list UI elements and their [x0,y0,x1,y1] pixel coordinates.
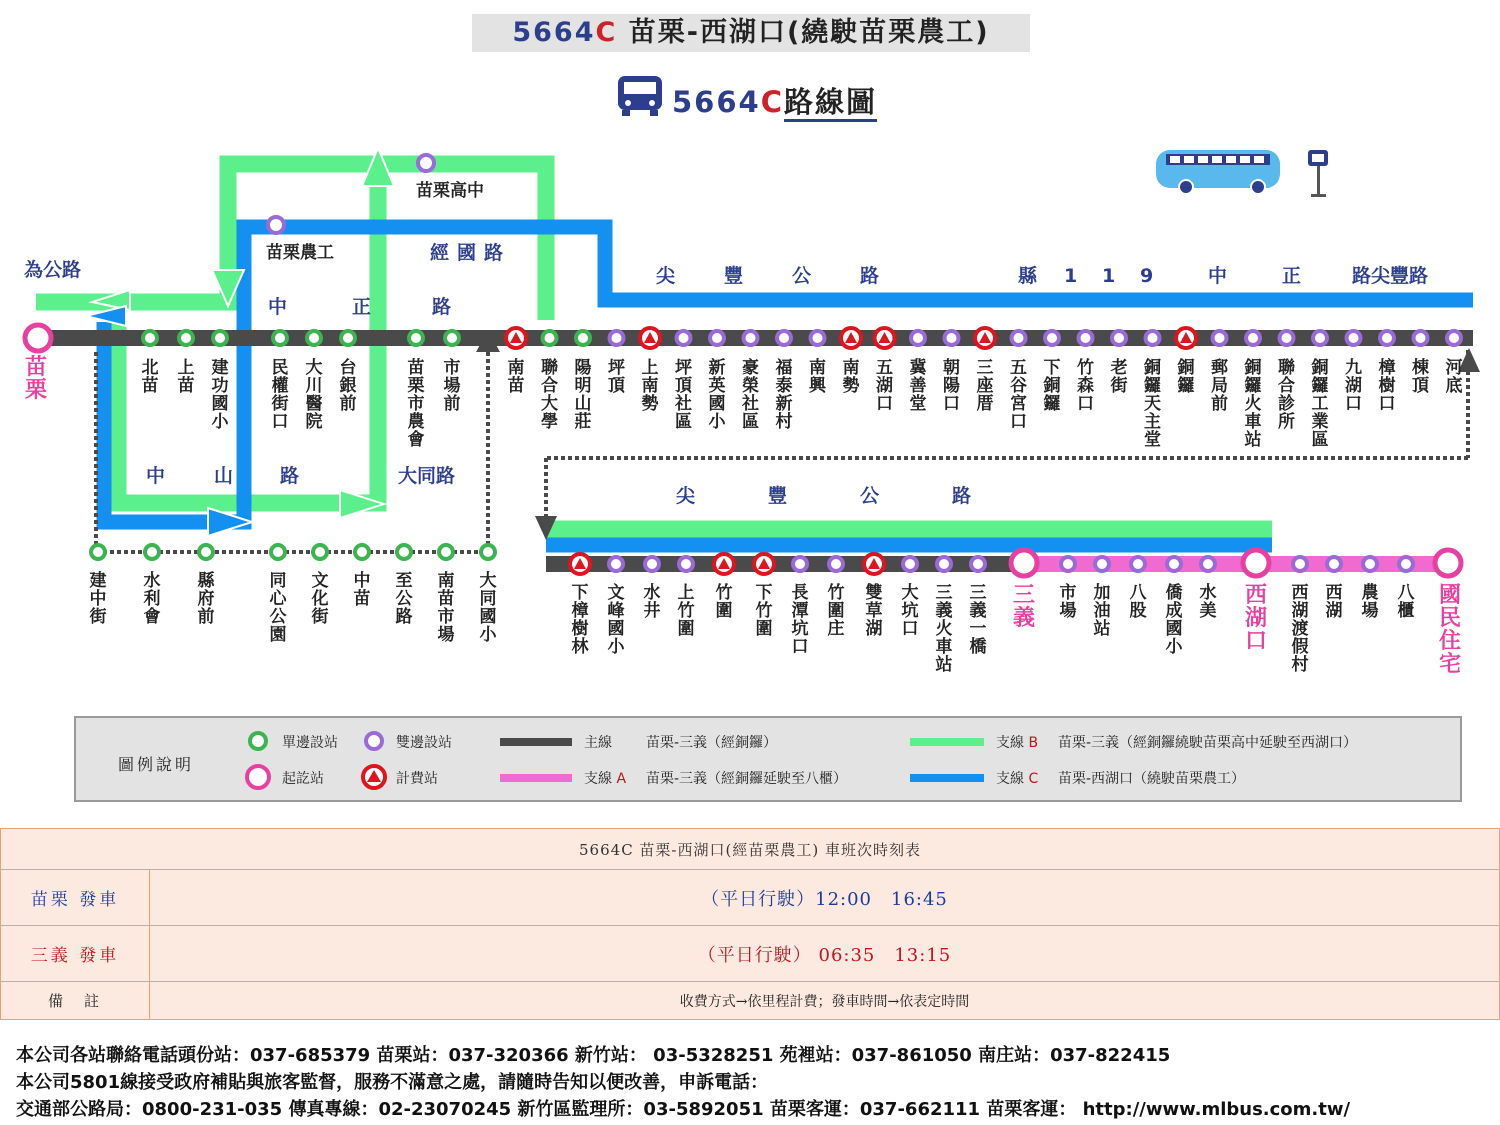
legend-double-stop: 雙邊設站 [396,735,452,751]
legend-c-desc: 苗栗-西湖口（繞駛苗栗農工） [1058,771,1246,787]
stop-marker-bottom-5 [754,554,774,574]
stop-marker-7 [445,331,459,345]
timetable-row3-value: 收費方式→依里程計費；發車時間→依表定時間 [150,982,1500,1020]
legend-double-stop-icon [366,733,382,749]
legend-title: 圖例說明 [118,755,195,774]
stop-label-lower-left-0: 建中街 [89,571,107,627]
road-county-4: 9 [1140,265,1154,287]
stop-marker-2 [213,331,227,345]
road-jianfeng-bottom-2: 豐 [768,485,788,507]
footer-line-2: 本公司5801線接受政府補貼與旅客監督，服務不滿意之處，請隨時告知以便改善，申訴電話： [16,1072,769,1093]
stop-marker-main-2 [576,331,590,345]
road-zhongshan-3: 路 [280,465,300,487]
stop-marker-main-4 [640,328,660,348]
stop-label-main-24: 銅鑼工業區 [1311,358,1329,450]
legend-b-label: 支線 B [996,735,1039,751]
legend-b-desc: 苗栗-三義（經銅鑼繞駛苗栗高中延駛至西湖口） [1058,735,1358,751]
stop-label-upper-3: 民權街口 [271,358,289,432]
stop-marker-1 [179,331,193,345]
stop-marker-branch-a-8 [1399,557,1413,571]
road-jingguo: 經國路 [430,242,512,264]
stop-marker-bottom-8 [864,554,884,574]
route-code-suffix: C [595,17,618,48]
stop-marker-main-17 [1079,331,1093,345]
stop-label-main-11: 五湖口 [876,358,893,414]
stop-marker-bottom-2 [645,557,659,571]
stop-marker-6 [409,331,423,345]
stop-label-lower-left-5: 中苗 [353,571,371,609]
stop-marker-main-26 [1380,331,1394,345]
stop-marker-lower-left-8 [481,545,495,559]
road-jianfeng-bottom-4: 路 [952,485,972,507]
stop-label-branch-a-5: 西湖渡假村 [1291,583,1309,675]
road-county-7: 路尖豐路 [1352,265,1429,287]
stop-label-bottom-8: 雙草湖 [865,583,883,639]
stop-marker-main-11 [875,328,895,348]
stop-label-main-28: 河底 [1445,358,1463,396]
stop-marker-main-21 [1213,331,1227,345]
stop-label-lower-left-6: 至公路 [395,571,413,627]
stop-label-bottom-5: 下竹圍 [755,583,773,639]
stop-marker-main-0 [506,328,526,348]
road-zhongshan-1: 中 [146,465,166,487]
legend-c-swatch [910,774,984,782]
road-county-6: 正 [1282,265,1302,287]
terminal-xihukou-marker [1243,550,1269,576]
stop-marker-main-6 [710,331,724,345]
stop-marker-main-7 [744,331,758,345]
stop-marker-main-13 [945,331,959,345]
legend-markers-1 [242,728,282,794]
stop-marker-bottom-10 [937,557,951,571]
stop-marker-main-25 [1347,331,1361,345]
stop-label-main-6: 新英國小 [708,358,726,432]
stop-label-branch-a-4: 水美 [1199,583,1217,621]
stop-label-upper-0: 北苗 [141,358,159,396]
stop-marker-bottom-0 [570,554,590,574]
road-county-2: 1 [1064,265,1078,287]
stop-marker-0 [143,331,157,345]
legend-b-swatch [910,738,984,746]
stop-label-main-26: 樟樹口 [1378,358,1396,414]
route-code: 5664 [512,17,596,48]
stop-label-main-5: 坪頂社區 [675,358,692,432]
stop-marker-lower-left-1 [145,545,159,559]
stop-label-main-2: 陽明山莊 [574,358,592,432]
stop-marker-bottom-4 [714,554,734,574]
stop-label-bottom-2: 水井 [643,583,661,621]
stop-marker-main-1 [543,331,557,345]
timetable-row2-label: 三義 發車 [1,926,150,982]
stop-marker-5 [341,331,355,345]
stop-label-bottom-7: 竹圍庄 [827,583,845,639]
stop-marker-main-20 [1176,328,1196,348]
stop-marker-main-3 [610,331,624,345]
stop-label-main-4: 上南勢 [641,358,659,414]
stop-marker-bottom-1 [609,557,623,571]
stop-label-upper-4: 大川醫院 [305,358,323,432]
stop-marker-bottom-11 [971,557,985,571]
legend-a-label: 支線 A [584,771,627,787]
road-zhongzheng-1: 中 [268,296,288,318]
footer-line-3: 交通部公路局：0800-231-035 傳真專線：02-23070245 新竹區監理所：03-5892051 苗栗客運：037-662111 苗栗客運： http://www.mlbus.com.tw/ [16,1099,1351,1120]
stop-label-main-12: 冀善堂 [909,358,927,414]
stop-marker-branch-a-4 [1201,557,1215,571]
stop-label-main-9: 南興 [809,358,826,396]
terminal-sanyi-marker [1011,550,1037,576]
stop-marker-main-14 [975,328,995,348]
stop-label-bottom-3: 上竹圍 [677,583,695,639]
stop-label-bottom-0: 下樟樹林 [571,583,589,657]
subtitle-code: 5664 [672,85,761,119]
stop-label-main-19: 銅鑼天主堂 [1144,358,1161,450]
stop-marker-main-18 [1112,331,1126,345]
legend-fare: 計費站 [396,771,438,787]
legend-main-label: 主線 [584,735,612,751]
stop-marker-lower-left-6 [397,545,411,559]
terminal-start-marker [25,325,51,351]
road-weigong: 為公路 [24,259,82,281]
stop-label-lower-left-1: 水利會 [143,571,161,627]
stop-marker-branch-a-5 [1293,557,1307,571]
road-jianfeng-bottom-3: 公 [860,485,880,507]
stop-marker-main-12 [911,331,925,345]
timetable-row1-label: 苗栗 發車 [1,870,150,926]
stop-label-gaozhong: 苗栗高中 [416,181,484,201]
stop-marker-main-5 [677,331,691,345]
stop-marker-main-16 [1045,331,1059,345]
road-jianfeng-bottom-1: 尖 [676,485,696,507]
stop-marker-main-19 [1146,331,1160,345]
stop-marker-lower-left-0 [91,545,105,559]
legend [74,716,1462,802]
route-name: 苗栗-西湖口(繞駛苗栗農工) [628,17,990,48]
footer-line-1: 本公司各站聯絡電話頭份站：037-685379 苗栗站：037-320366 新竹站： 03-5328251 苑裡站：037-861050 南庄站：037-822415 [16,1045,1171,1066]
stop-marker-lower-left-4 [313,545,327,559]
stop-label-bottom-6: 長潭坑口 [791,583,809,657]
road-zhongshan-2: 山 [214,465,234,487]
stop-label-main-25: 九湖口 [1345,358,1362,414]
stop-marker-branch-a-3 [1167,557,1181,571]
stop-marker-bottom-6 [793,557,807,571]
stop-label-branch-a-2: 八股 [1129,583,1147,621]
terminal-end-marker [1435,550,1461,576]
stop-label-main-17: 竹森口 [1077,358,1094,414]
footer-contact [16,1042,1350,1123]
stop-label-upper-2: 建功國小 [211,358,229,432]
stop-label-branch-a-1: 加油站 [1093,583,1111,639]
stop-marker-main-15 [1012,331,1026,345]
stop-marker-main-27 [1414,331,1428,345]
stop-marker-branch-a-2 [1131,557,1145,571]
stop-marker-branch-a-0 [1061,557,1075,571]
legend-terminal-icon [247,766,269,788]
stop-label-main-21: 郵局前 [1211,358,1228,414]
legend-markers-2 [358,728,398,794]
stop-label-main-10: 南勢 [842,358,860,396]
stop-marker-lower-left-2 [199,545,213,559]
stop-label-lower-left-7: 南苗市場 [437,571,455,645]
stop-marker-main-23 [1280,331,1294,345]
stop-label-upper-5: 台銀前 [339,358,357,414]
timetable [0,828,1500,1020]
road-zhongzheng-3: 路 [432,296,452,318]
road-jianfeng-top-4: 路 [860,265,880,287]
stop-marker-main-22 [1246,331,1260,345]
stop-marker-main-9 [811,331,825,345]
subtitle-text: 路線圖 [784,85,877,122]
terminal-start-label: 苗栗 [24,355,48,403]
bus-illustration-icon [1156,150,1280,194]
road-jianfeng-top-1: 尖 [656,265,676,287]
stop-label-lower-left-4: 文化街 [311,571,329,627]
stop-label-main-18: 老街 [1110,358,1128,396]
terminal-end-label: 國民住宅 [1438,583,1462,677]
stop-marker-main-10 [841,328,861,348]
stop-label-branch-a-8: 八櫃 [1397,583,1415,621]
stop-label-main-20: 銅鑼 [1177,358,1195,396]
terminal-sanyi-label: 三義 [1012,583,1036,631]
stop-marker-4 [307,331,321,345]
stop-label-lower-left-3: 同心公園 [269,571,287,645]
stop-marker-3 [273,331,287,345]
stop-label-main-1: 聯合大學 [541,358,558,432]
stop-label-branch-a-7: 農場 [1361,583,1379,621]
stop-label-main-27: 棟頂 [1412,358,1429,396]
road-zhongzheng-2: 正 [352,296,372,318]
stop-label-main-22: 銅鑼火車站 [1244,358,1262,450]
stop-gaozhong-marker [418,155,434,171]
stop-label-main-23: 聯合診所 [1278,358,1295,432]
road-county-1: 縣 [1018,265,1038,287]
stop-label-bottom-10: 三義火車站 [935,583,953,675]
stop-label-main-7: 豪榮社區 [742,358,759,432]
legend-a-swatch [500,774,572,782]
timetable-row3-label: 備 註 [1,982,150,1020]
stop-marker-branch-a-6 [1327,557,1341,571]
timetable-header: 5664C 苗栗-西湖口(經苗栗農工) 車班次時刻表 [1,829,1500,870]
stop-label-bottom-9: 大坑口 [901,583,919,639]
stop-marker-bottom-3 [679,557,693,571]
stop-marker-lower-left-3 [271,545,285,559]
stop-marker-main-28 [1447,331,1461,345]
stop-label-lower-left-8: 大同國小 [479,571,497,645]
stop-label-main-13: 朝陽口 [943,358,960,414]
stop-label-bottom-4: 竹圍 [715,583,733,621]
terminal-xihukou-label: 西湖口 [1244,583,1268,654]
legend-main-desc: 苗栗-三義（經銅鑼） [646,735,778,751]
stop-label-main-15: 五谷宮口 [1010,358,1027,432]
stop-marker-lower-left-7 [439,545,453,559]
legend-single-stop-icon [250,733,266,749]
stop-label-main-3: 坪頂 [608,358,625,396]
stop-marker-main-8 [777,331,791,345]
stop-label-branch-a-0: 市場 [1059,583,1077,621]
stop-label-upper-1: 上苗 [177,358,195,396]
legend-main-swatch [500,738,572,746]
stop-label-main-0: 南苗 [507,358,525,396]
legend-terminal: 起訖站 [282,771,324,787]
road-datong: 大同路 [398,465,456,487]
stop-label-main-16: 下銅鑼 [1043,358,1061,414]
stop-marker-lower-left-5 [355,545,369,559]
legend-a-desc: 苗栗-三義（經銅鑼延駛至八櫃） [646,771,848,787]
stop-label-upper-7: 市場前 [443,358,461,414]
stop-marker-branch-a-7 [1363,557,1377,571]
stop-nonggong-marker [268,217,284,233]
road-county-3: 1 [1102,265,1116,287]
legend-c-label: 支線 C [996,771,1039,787]
stop-marker-main-24 [1313,331,1327,345]
stop-marker-bottom-9 [903,557,917,571]
stop-label-upper-6: 苗栗市農會 [407,358,425,450]
stop-label-main-14: 三座厝 [976,358,994,414]
subtitle-suffix: C [760,85,785,119]
stop-label-nonggong: 苗栗農工 [266,243,334,263]
bus-icon [618,76,662,116]
stop-marker-bottom-7 [829,557,843,571]
road-jianfeng-top-3: 公 [792,265,812,287]
stop-label-bottom-11: 三義一橋 [969,583,987,657]
road-county-5: 中 [1208,265,1228,287]
road-jianfeng-top-2: 豐 [724,265,744,287]
timetable-row2-value: （平日行駛） 06:35 13:15 [150,926,1500,982]
stop-marker-branch-a-1 [1095,557,1109,571]
stop-label-branch-a-3: 僑成國小 [1165,583,1183,657]
timetable-row1-value: （平日行駛）12:00 16:45 [150,870,1500,926]
stop-label-lower-left-2: 縣府前 [197,571,215,627]
bus-stop-sign-icon [1308,150,1328,197]
stop-label-bottom-1: 文峰國小 [607,583,625,657]
stop-label-branch-a-6: 西湖 [1325,583,1343,621]
legend-single-stop: 單邊設站 [282,735,338,751]
stop-label-main-8: 福泰新村 [775,358,793,432]
